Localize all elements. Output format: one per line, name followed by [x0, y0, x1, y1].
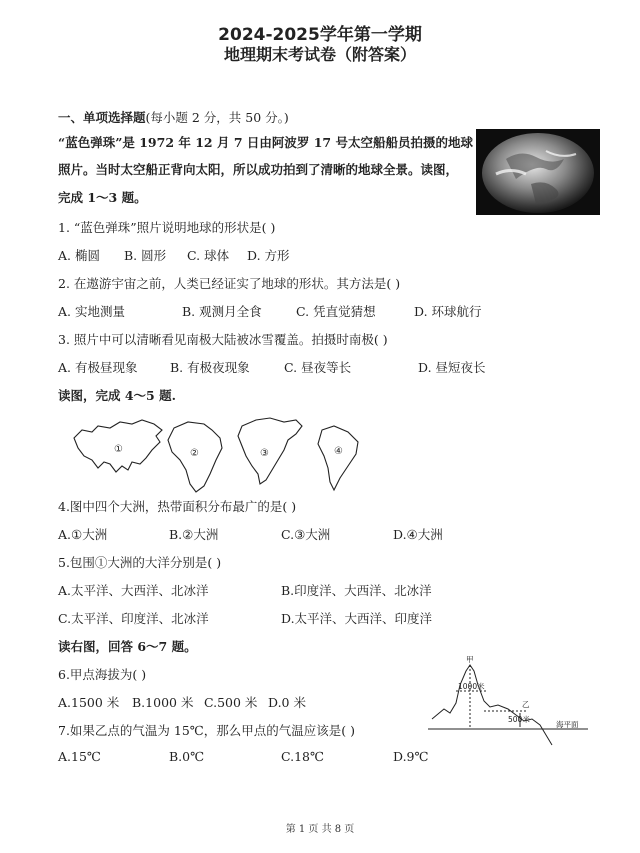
question-6-stem: 6.甲点海拔为( ) — [58, 667, 147, 682]
page-footer: 第 1 页 共 8 页 — [285, 824, 355, 835]
read-instruction-4-5: 读图，完成 4～5 题. — [58, 388, 176, 403]
question-1-option-a[interactable]: A. 椭圆 — [58, 248, 100, 263]
passage-line-3: 完成 1～3 题。 — [58, 190, 147, 205]
point-yi-label: 乙 — [522, 700, 530, 709]
page-title: 2024-2025学年第一学期 — [218, 25, 422, 45]
question-1-stem: 1. “蓝色弹珠”照片说明地球的形状是( ) — [58, 220, 276, 235]
height-500-label: 500米 — [508, 715, 530, 724]
question-7-option-c[interactable]: C.18℃ — [281, 749, 324, 764]
question-5-stem: 5.包围①大洲的大洋分别是( ) — [58, 555, 222, 570]
mountain-profile — [432, 665, 552, 745]
section-note: (每小题 2 分，共 50 分。) — [145, 110, 289, 125]
question-3-option-d[interactable]: D. 昼短夜长 — [418, 360, 486, 375]
continent-label-2: ② — [190, 448, 199, 459]
question-2-option-b[interactable]: B. 观测月全食 — [182, 304, 262, 319]
question-6-option-d[interactable]: D.0 米 — [268, 695, 306, 710]
continent-3-outline — [238, 418, 302, 484]
continent-label-4: ④ — [334, 446, 343, 457]
question-4-option-d[interactable]: D.④大洲 — [393, 527, 443, 542]
question-1-option-c[interactable]: C. 球体 — [187, 248, 230, 263]
mountain-diagram — [428, 655, 608, 755]
question-7-option-d[interactable]: D.9℃ — [393, 749, 429, 764]
question-7-stem: 7.如果乙点的气温为 15℃，那么甲点的气温应该是( ) — [58, 723, 356, 738]
passage-line-2: 照片。当时太空船正背向太阳，所以成功拍到了清晰的地球全景。读图， — [58, 162, 459, 177]
question-3-option-b[interactable]: B. 有极夜现象 — [170, 360, 250, 375]
question-4-stem: 4.图中四个大洲，热带面积分布最广的是( ) — [58, 499, 297, 514]
question-2-stem: 2. 在遨游宇宙之前，人类已经证实了地球的形状。其方法是( ) — [58, 276, 401, 291]
question-6-option-c[interactable]: C.500 米 — [204, 695, 258, 710]
question-2-option-d[interactable]: D. 环球航行 — [414, 304, 482, 319]
peak-label: 甲 — [466, 655, 474, 664]
question-6-option-a[interactable]: A.1500 米 — [58, 695, 120, 710]
question-3-option-c[interactable]: C. 昼夜等长 — [284, 360, 352, 375]
question-3-option-a[interactable]: A. 有极昼现象 — [58, 360, 138, 375]
height-1000-label: 1000米 — [458, 682, 485, 691]
question-7-option-b[interactable]: B.0℃ — [169, 749, 205, 764]
continent-label-1: ① — [114, 444, 123, 455]
question-5-option-b[interactable]: B.印度洋、大西洋、北冰洋 — [281, 583, 432, 598]
continent-4-outline — [318, 426, 358, 490]
section-heading — [58, 108, 289, 126]
continent-label-3: ③ — [260, 448, 269, 459]
question-4-option-c[interactable]: C.③大洲 — [281, 527, 331, 542]
question-5-option-c[interactable]: C.太平洋、印度洋、北冰洋 — [58, 611, 209, 626]
earth-photo — [476, 129, 600, 215]
sea-level-label: 海平面 — [556, 720, 579, 729]
question-5-option-d[interactable]: D.太平洋、大西洋、印度洋 — [281, 611, 433, 626]
question-3-stem: 3. 照片中可以清晰看见南极大陆被冰雪覆盖。拍摄时南极( ) — [58, 332, 388, 347]
page-subtitle: 地理期末考试卷（附答案） — [223, 45, 416, 64]
question-1-option-b[interactable]: B. 圆形 — [124, 248, 167, 263]
continents-map — [70, 412, 370, 498]
question-2-option-a[interactable]: A. 实地测量 — [58, 304, 125, 319]
question-4-option-b[interactable]: B.②大洲 — [169, 527, 219, 542]
question-4-option-a[interactable]: A.①大洲 — [58, 527, 108, 542]
passage-line-1: “蓝色弹珠”是 1972 年 12 月 7 日由阿波罗 17 号太空船船员拍摄的地球 — [58, 135, 473, 150]
question-7-option-a[interactable]: A.15℃ — [58, 749, 101, 764]
read-instruction-6-7: 读右图，回答 6～7 题。 — [58, 639, 197, 654]
question-1-option-d[interactable]: D. 方形 — [247, 248, 290, 263]
question-6-option-b[interactable]: B.1000 米 — [132, 695, 194, 710]
question-2-option-c[interactable]: C. 凭直觉猜想 — [296, 304, 376, 319]
question-5-option-a[interactable]: A.太平洋、大西洋、北冰洋 — [58, 583, 209, 598]
section-title: 一、单项选择题 — [58, 110, 146, 125]
